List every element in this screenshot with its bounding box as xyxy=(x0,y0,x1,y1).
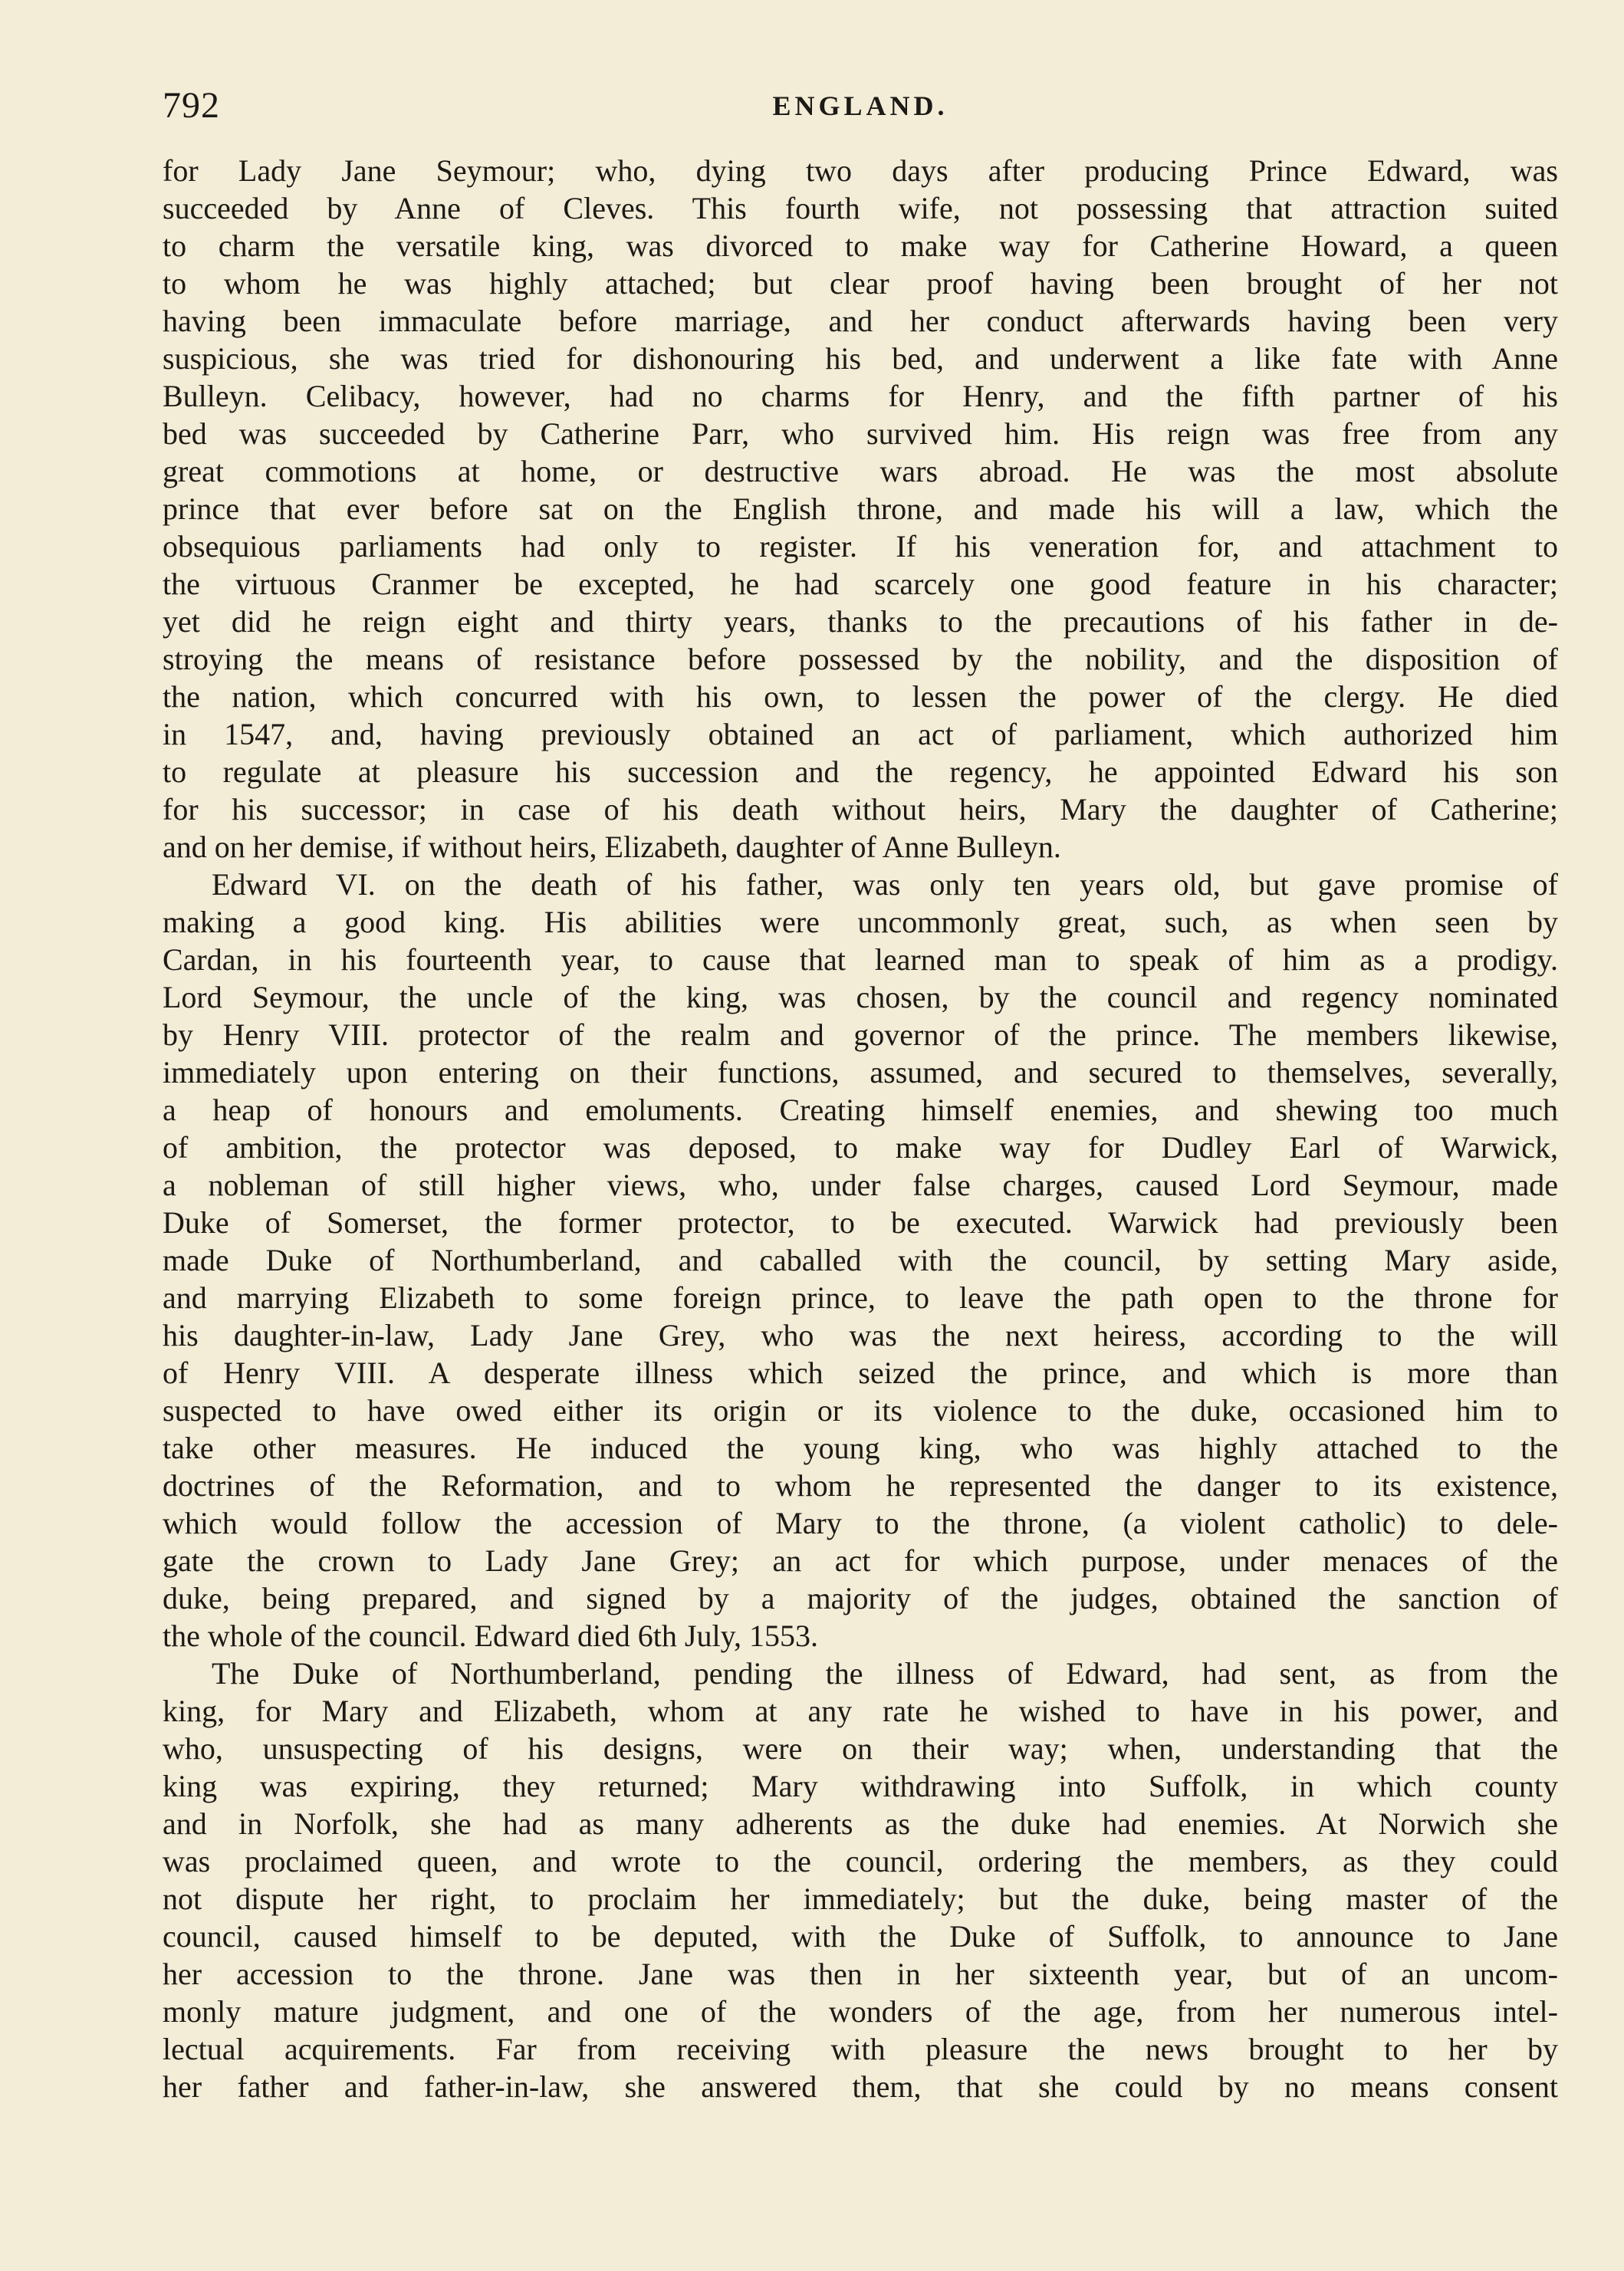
text-line: council, caused himself to be deputed, with the Duke of Suffolk, to announce to Jane xyxy=(163,1919,1558,1954)
text-line: for his successor; in case of his death without heirs, Mary the daughter of Catherine; xyxy=(163,792,1558,827)
text-line: her father and father-in-law, she answered them, that she could by no means consent xyxy=(163,2069,1558,2104)
text-line: to whom he was highly attached; but clear proof having been brought of her not xyxy=(163,266,1558,301)
text-line: take other measures. He induced the young king, who was highly attached to the xyxy=(163,1431,1558,1465)
text-line: Cardan, in his fourteenth year, to cause that learned man to speak of him as a prodigy. xyxy=(163,942,1558,977)
text-line: lectual acquirements. Far from receiving with pleasure the news brought to her by xyxy=(163,2032,1558,2066)
text-line: duke, being prepared, and signed by a majority of the judges, obtained the sanction of xyxy=(163,1581,1558,1615)
text-line: stroying the means of resistance before possessed by the nobility, and the disposition of xyxy=(163,642,1558,676)
text-line: Lord Seymour, the uncle of the king, was chosen, by the council and regency nominated xyxy=(163,980,1558,1014)
text-line: the virtuous Cranmer be excepted, he had scarcely one good feature in his character; xyxy=(163,567,1558,601)
text-line: of Henry VIII. A desperate illness which seized the prince, and which is more than xyxy=(163,1356,1558,1390)
text-line: obsequious parliaments had only to register. If his veneration for, and attachment to xyxy=(163,529,1558,564)
text-line: yet did he reign eight and thirty years, thanks to the precautions of his father in de- xyxy=(163,604,1558,639)
text-line: his daughter-in-law, Lady Jane Grey, who was the next heiress, according to the will xyxy=(163,1318,1558,1352)
text-line: The Duke of Northumberland, pending the illness of Edward, had sent, as from the xyxy=(212,1656,1558,1691)
text-line: king was expiring, they returned; Mary withdrawing into Suffolk, in which county xyxy=(163,1769,1558,1803)
text-line: which would follow the accession of Mary to the throne, (a violent catholic) to dele- xyxy=(163,1506,1558,1540)
text-line: having been immaculate before marriage, and her conduct afterwards having been very xyxy=(163,304,1558,338)
text-line: by Henry VIII. protector of the realm and governor of the prince. The members likewise, xyxy=(163,1017,1558,1052)
text-line: the nation, which concurred with his own, to lessen the power of the clergy. He died xyxy=(163,679,1558,714)
page-number: 792 xyxy=(163,85,220,126)
text-line: monly mature judgment, and one of the wonders of the age, from her numerous intel- xyxy=(163,1994,1558,2029)
text-line: and marrying Elizabeth to some foreign prince, to leave the path open to the throne for xyxy=(163,1280,1558,1315)
text-line: bed was succeeded by Catherine Parr, who survived him. His reign was free from any xyxy=(163,416,1558,451)
text-line: made Duke of Northumberland, and caballed with the council, by setting Mary aside, xyxy=(163,1243,1558,1277)
text-line: suspicious, she was tried for dishonouring his bed, and underwent a like fate with Anne xyxy=(163,341,1558,376)
text-line: to charm the versatile king, was divorced to make way for Catherine Howard, a queen xyxy=(163,228,1558,263)
text-line: suspected to have owed either its origin or its violence to the duke, occasioned him to xyxy=(163,1393,1558,1428)
text-line: gate the crown to Lady Jane Grey; an act for which purpose, under menaces of the xyxy=(163,1543,1558,1578)
text-line: succeeded by Anne of Cleves. This fourth wife, not possessing that attraction suited xyxy=(163,191,1558,225)
text-line: king, for Mary and Elizabeth, whom at any rate he wished to have in his power, and xyxy=(163,1694,1558,1728)
text-line: prince that ever before sat on the English throne, and made his will a law, which the xyxy=(163,491,1558,526)
text-line: Duke of Somerset, the former protector, to be executed. Warwick had previously been xyxy=(163,1205,1558,1240)
text-line: her accession to the throne. Jane was then in her sixteenth year, but of an uncom- xyxy=(163,1957,1558,1991)
text-line: and in Norfolk, she had as many adherents as the duke had enemies. At Norwich she xyxy=(163,1806,1558,1841)
body-text xyxy=(163,152,1558,2105)
text-line: of ambition, the protector was deposed, to make way for Dudley Earl of Warwick, xyxy=(163,1130,1558,1165)
text-line: in 1547, and, having previously obtained an act of parliament, which authorized him xyxy=(163,717,1558,751)
text-line: the whole of the council. Edward died 6th July, 1553. xyxy=(163,1619,818,1653)
text-line: for Lady Jane Seymour; who, dying two days after producing Prince Edward, was xyxy=(163,153,1558,188)
text-line: doctrines of the Reformation, and to whom he represented the danger to its existence, xyxy=(163,1468,1558,1503)
text-line: a nobleman of still higher views, who, under false charges, caused Lord Seymour, made xyxy=(163,1168,1558,1202)
text-line: to regulate at pleasure his succession and the regency, he appointed Edward his son xyxy=(163,754,1558,789)
text-line: and on her demise, if without heirs, Elizabeth, daughter of Anne Bulleyn. xyxy=(163,830,1061,864)
running-head: ENGLAND. xyxy=(772,90,948,121)
text-line: was proclaimed queen, and wrote to the council, ordering the members, as they could xyxy=(163,1844,1558,1878)
text-line: Edward VI. on the death of his father, was only ten years old, but gave promise of xyxy=(212,867,1558,902)
text-line: great commotions at home, or destructive wars abroad. He was the most absolute xyxy=(163,454,1558,488)
text-line: who, unsuspecting of his designs, were on their way; when, understanding that the xyxy=(163,1731,1558,1766)
text-line: not dispute her right, to proclaim her immediately; but the duke, being master of the xyxy=(163,1882,1558,1916)
text-line: immediately upon entering on their functions, assumed, and secured to themselves, severally, xyxy=(163,1055,1558,1089)
text-line: making a good king. His abilities were uncommonly great, such, as when seen by xyxy=(163,905,1558,939)
text-line: Bulleyn. Celibacy, however, had no charms for Henry, and the fifth partner of his xyxy=(163,379,1558,413)
page-header xyxy=(163,83,1558,129)
text-line: a heap of honours and emoluments. Creating himself enemies, and shewing too much xyxy=(163,1093,1558,1127)
